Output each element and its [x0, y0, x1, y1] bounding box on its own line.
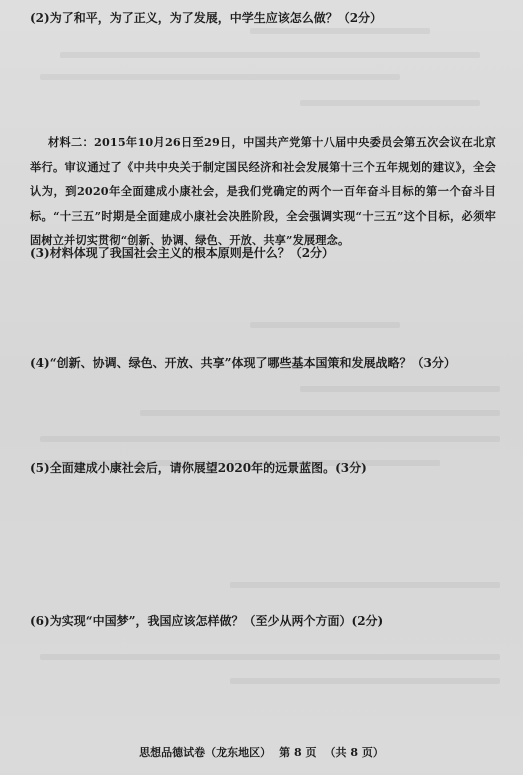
bleed-through-mark [60, 52, 480, 58]
bleed-through-mark [40, 436, 500, 442]
footer-exam-title: 思想品德试卷（龙东地区） [139, 746, 272, 759]
bleed-through-mark [230, 582, 500, 588]
bleed-through-mark [250, 322, 400, 328]
material-2-text: 2015年10月26日至29日，中国共产党第十八届中央委员会第五次会议在北京举行。审议通过了《中共中央关于制定国民经济和社会发展第十三个五年规划的建议》，全会认为，到2020年全面建成小康社会，是我们党确定的两个一百年奋斗目标的第一个奋斗目标。“十三五”时期是全面建成小康社会决胜阶段，全会强调实现“十三五”这个目标，必须牢固树立并切实贯彻“创新、协调、绿色、开放、共享”发展理念。 [30, 135, 497, 247]
bleed-through-mark [250, 28, 430, 34]
footer-total-pages: （共 8 页） [324, 746, 384, 759]
bleed-through-mark [230, 678, 500, 684]
question-3: (3)材料体现了我国社会主义的根本原则是什么？（2分） [30, 246, 335, 260]
question-2: (2)为了和平，为了正义，为了发展，中学生应该怎么做？（2分） [30, 11, 383, 25]
bleed-through-mark [140, 410, 500, 416]
page-footer [0, 744, 523, 760]
material-2-passage [30, 130, 496, 253]
bleed-through-mark [40, 654, 500, 660]
material-2-label: 材料二： [48, 135, 95, 149]
question-6: (6)为实现“中国梦”，我国应该怎样做？（至少从两个方面）(2分) [30, 614, 384, 628]
question-4: (4)“创新、协调、绿色、开放、共享”体现了哪些基本国策和发展战略？（3分） [30, 356, 456, 370]
bleed-through-mark [300, 386, 500, 392]
footer-page-number: 第 8 页 [279, 746, 317, 759]
question-5: (5)全面建成小康社会后，请你展望2020年的远景蓝图。(3分) [30, 461, 367, 475]
bleed-through-mark [40, 74, 400, 80]
bleed-through-mark [300, 100, 480, 106]
